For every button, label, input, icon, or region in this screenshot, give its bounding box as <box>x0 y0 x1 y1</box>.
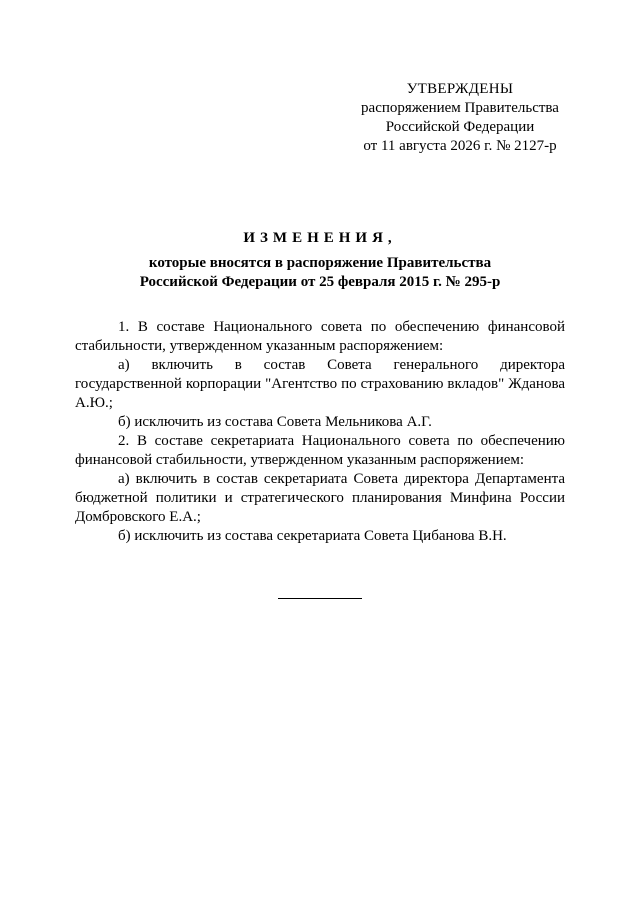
paragraph: а) включить в состав секретариата Совета директора Департамента бюджетной политики и стратегического планирования Минфина России Домбровского Е.А.; <box>75 471 565 525</box>
approval-heading: УТВЕРЖДЕНЫ <box>406 81 514 97</box>
approval-line: Российской Федерации <box>385 119 535 135</box>
title-main: ИЗМЕНЕНИЯ, <box>243 230 397 246</box>
paragraph: б) исключить из состава секретариата Совета Цибанова В.Н. <box>118 528 507 544</box>
title-subtitle-line: которые вносятся в распоряжение Правительства <box>148 255 492 271</box>
approval-block <box>345 80 575 156</box>
approval-line: распоряжением Правительства <box>361 100 559 116</box>
approval-date-line: от 11 августа 2026 г. № 2127-р <box>363 138 557 154</box>
document-body <box>75 318 565 546</box>
paragraph: 2. В составе секретариата Национального совета по обеспечению финансовой стабильности, утвержденном указанным распоряжением: <box>75 433 565 468</box>
end-separator-line <box>278 598 362 599</box>
paragraph: а) включить в состав Совета генерального директора государственной корпорации "Агентство по страхованию вкладов" Жданова А.Ю.; <box>75 357 565 411</box>
paragraph: 1. В составе Национального совета по обеспечению финансовой стабильности, утвержденном указанным распоряжением: <box>75 319 565 354</box>
paragraph: б) исключить из состава Совета Мельникова А.Г. <box>118 414 432 430</box>
title-subtitle-line: Российской Федерации от 25 февраля 2015 г. № 295-р <box>139 274 501 290</box>
document-title <box>60 228 580 292</box>
